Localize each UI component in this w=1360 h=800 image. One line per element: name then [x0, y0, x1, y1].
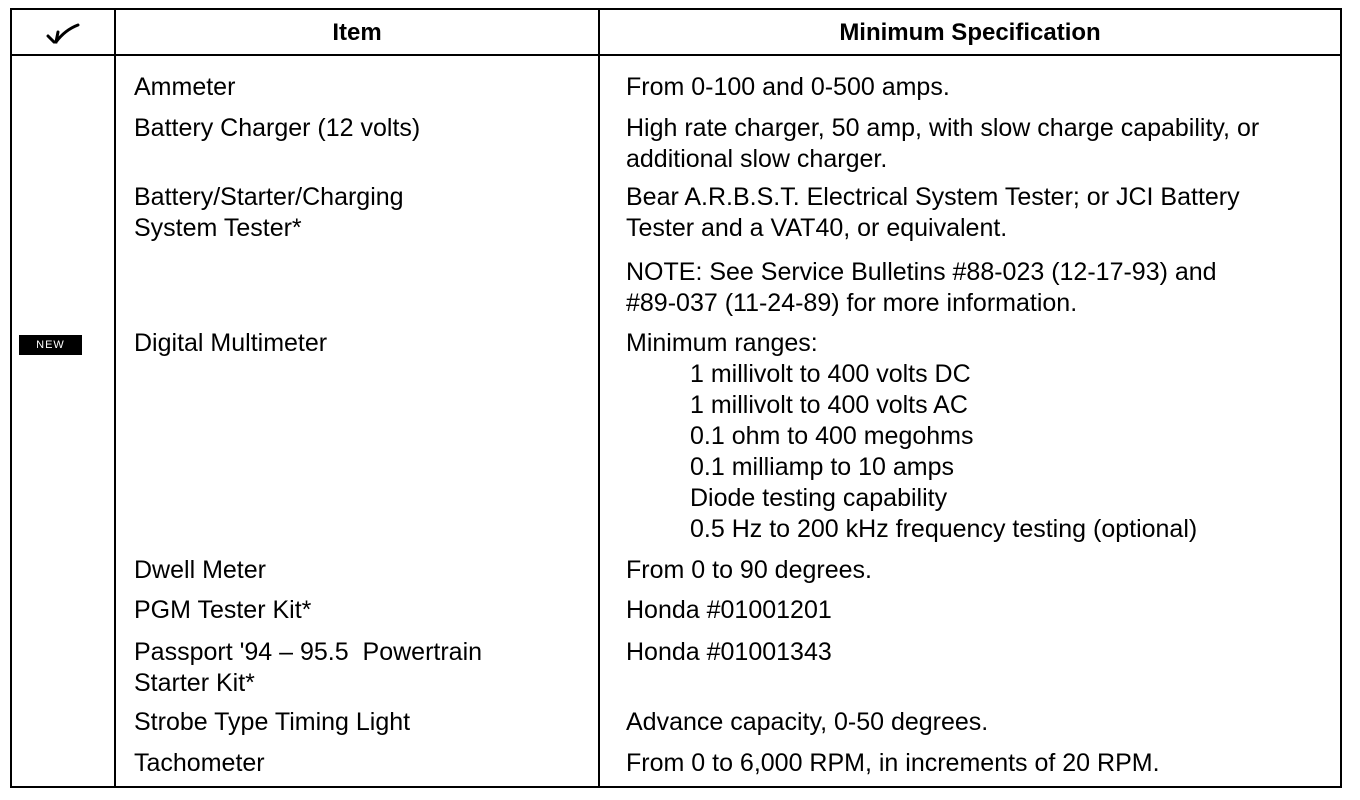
spec-multimeter-range: 0.5 Hz to 200 kHz frequency testing (optional) — [690, 515, 1198, 543]
spec-strobe-timing-light: Advance capacity, 0-50 degrees. — [626, 708, 989, 736]
header-item: Item — [332, 19, 382, 46]
spec-battery-tester: Bear A.R.B.S.T. Electrical System Tester; or JCI Battery Tester and a VAT40, or equivalent. — [626, 183, 1240, 242]
spec-multimeter-range: 1 millivolt to 400 volts DC — [690, 360, 971, 388]
spec-battery-charger: High rate charger, 50 amp, with slow charge capability, or additional slow charger. — [626, 114, 1260, 173]
spec-pgm-tester-kit: Honda #01001201 — [626, 596, 832, 624]
spec-multimeter-range: 1 millivolt to 400 volts AC — [690, 391, 968, 419]
spec-tachometer: From 0 to 6,000 RPM, in increments of 20 RPM. — [626, 749, 1160, 777]
spec-multimeter-range: Diode testing capability — [690, 484, 948, 512]
item-passport-starter-kit: Passport '94 – 95.5 Powertrain Starter Kit* — [134, 638, 483, 697]
item-ammeter: Ammeter — [134, 73, 236, 101]
item-strobe-timing-light: Strobe Type Timing Light — [134, 708, 411, 736]
item-battery-tester: Battery/Starter/Charging System Tester* — [134, 183, 404, 242]
header-check-cell — [12, 10, 114, 54]
spec-table — [10, 8, 1342, 788]
spec-dwell-meter: From 0 to 90 degrees. — [626, 556, 872, 584]
header-minimum-specification: Minimum Specification — [839, 19, 1101, 46]
item-dwell-meter: Dwell Meter — [134, 556, 266, 584]
column-divider — [598, 10, 600, 786]
spec-multimeter-heading: Minimum ranges: — [626, 329, 818, 357]
item-pgm-tester-kit: PGM Tester Kit* — [134, 596, 312, 624]
item-tachometer: Tachometer — [134, 749, 265, 777]
spec-note-service-bulletins: NOTE: See Service Bulletins #88-023 (12-17-93) and #89-037 (11-24-89) for more information. — [626, 258, 1217, 317]
item-battery-charger: Battery Charger (12 volts) — [134, 114, 421, 142]
checkmark-icon — [46, 22, 80, 44]
item-digital-multimeter: Digital Multimeter — [134, 329, 328, 357]
spec-ammeter: From 0-100 and 0-500 amps. — [626, 73, 950, 101]
new-badge: NEW — [19, 335, 82, 355]
spec-multimeter-range: 0.1 milliamp to 10 amps — [690, 453, 955, 481]
column-divider — [114, 10, 116, 786]
spec-multimeter-range: 0.1 ohm to 400 megohms — [690, 422, 974, 450]
spec-passport-starter-kit: Honda #01001343 — [626, 638, 832, 666]
